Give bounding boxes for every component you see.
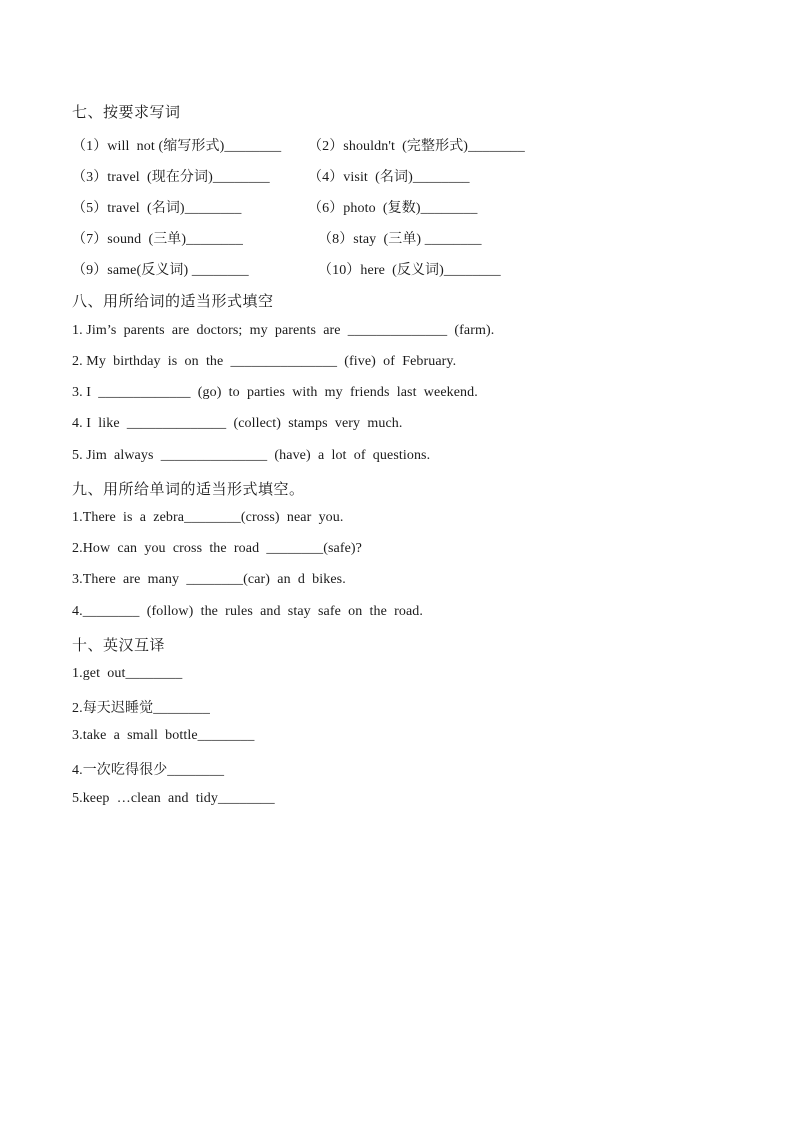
exercise-10-2: 2.每天迟睡觉________ — [72, 701, 210, 716]
exercise-8-4: 4. I like ______________ (collect) stamps very much. — [72, 416, 403, 431]
exercise-9-3: 3.There are many ________(car) an d bikes. — [72, 572, 346, 587]
exercise-7-1: （1）will not (缩写形式)________ — [72, 139, 282, 154]
exercise-10-3: 3.take a small bottle________ — [72, 728, 255, 743]
exercise-10-1: 1.get out________ — [72, 666, 183, 681]
exercise-8-1: 1. Jim’s parents are doctors; my parents are ______________ (farm). — [72, 323, 495, 338]
exercise-7-3: （3）travel (现在分词)________ — [72, 170, 270, 185]
exercise-8-5: 5. Jim always _______________ (have) a lot of questions. — [72, 448, 431, 463]
exercise-8-3: 3. I _____________ (go) to parties with my friends last weekend. — [72, 385, 478, 400]
exercise-7-4: （4）visit (名词)________ — [308, 170, 470, 185]
section-8-heading: 八、用所给词的适当形式填空 — [72, 292, 274, 310]
exercise-10-4: 4.一次吃得很少________ — [72, 763, 225, 778]
exercise-9-2: 2.How can you cross the road ________(safe)? — [72, 541, 362, 556]
exercise-10-5: 5.keep …clean and tidy________ — [72, 791, 275, 806]
exercise-7-9: （9）same(反义词) ________ — [72, 263, 249, 278]
section-9-heading: 九、用所给单词的适当形式填空。 — [72, 480, 305, 498]
exercise-8-2: 2. My birthday is on the _______________ (five) of February. — [72, 354, 457, 369]
exercise-7-7: （7）sound (三单)________ — [72, 232, 243, 247]
exercise-7-2: （2）shouldn't (完整形式)________ — [308, 139, 525, 154]
exercise-9-1: 1.There is a zebra________(cross) near you. — [72, 510, 344, 525]
section-7-heading: 七、按要求写词 — [72, 103, 181, 121]
exercise-7-10: （10）here (反义词)________ — [318, 263, 501, 278]
exercise-7-6: （6）photo (复数)________ — [308, 201, 478, 216]
exercise-7-5: （5）travel (名词)________ — [72, 201, 242, 216]
exercise-7-8: （8）stay (三单) ________ — [318, 232, 482, 247]
section-10-heading: 十、英汉互译 — [72, 636, 166, 654]
exercise-9-4: 4.________ (follow) the rules and stay safe on the road. — [72, 604, 423, 619]
